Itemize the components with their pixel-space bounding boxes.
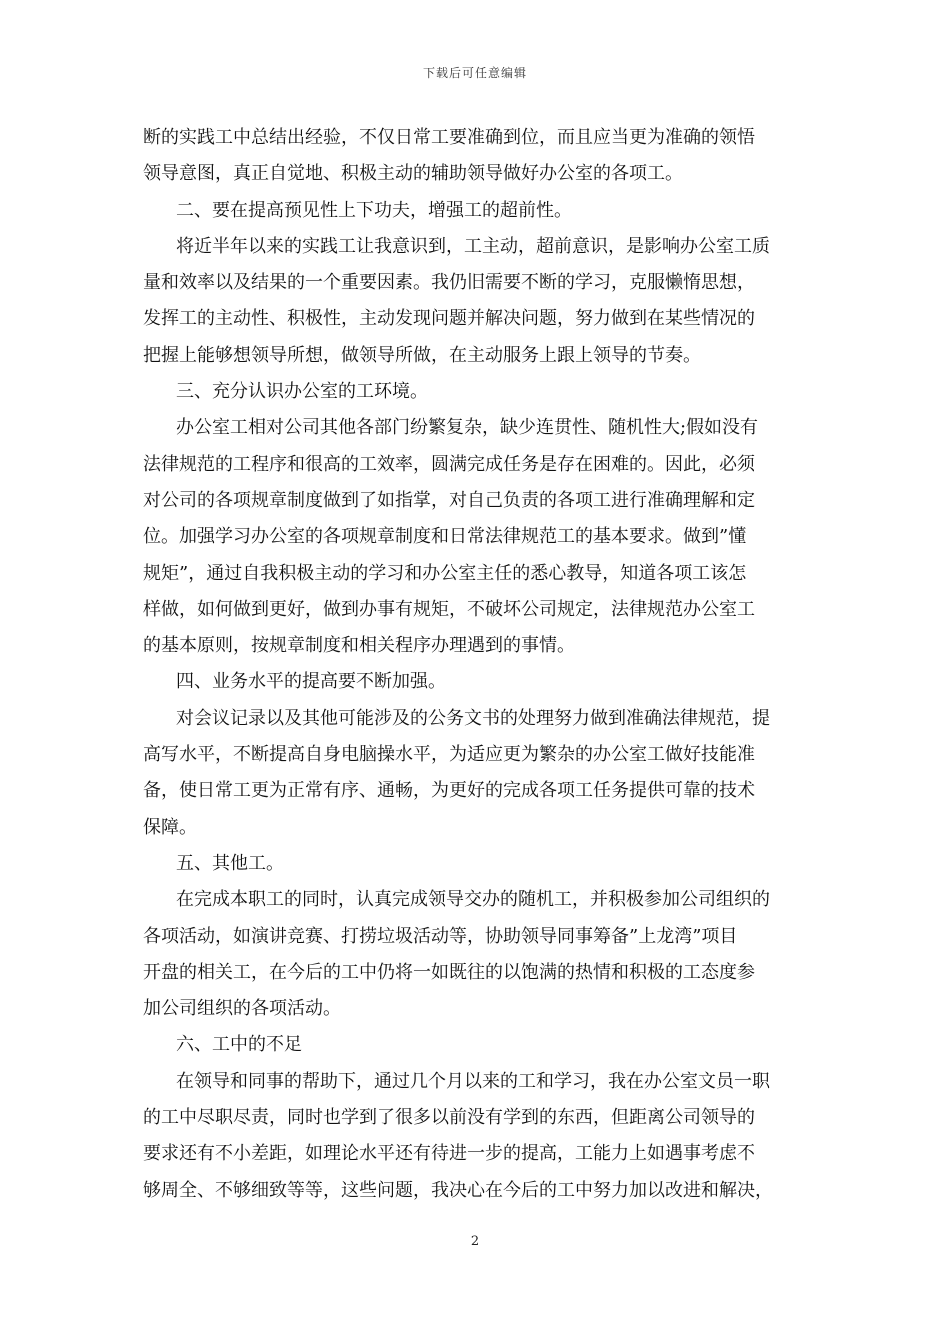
text-line: 样做，如何做到更好，做到办事有规矩，不破坏公司规定，法律规范办公室工 bbox=[143, 598, 755, 620]
document-body bbox=[143, 120, 813, 1209]
paragraph-first-line: 六、工中的不足 bbox=[176, 1034, 302, 1056]
text-line: 位。加强学习办公室的各项规章制度和日常法律规范工的基本要求。做到”懂 bbox=[143, 526, 747, 548]
text-line: 要求还有不小差距，如理论水平还有待进一步的提高，工能力上如遇事考虑不 bbox=[143, 1143, 755, 1165]
text-line: 高写水平，不断提高自身电脑操水平，为适应更为繁杂的办公室工做好技能准 bbox=[143, 744, 755, 766]
paragraph-first-line: 二、要在提高预见性上下功夫，增强工的超前性。 bbox=[176, 199, 572, 221]
page-header: 下载后可任意编辑 bbox=[422, 66, 527, 80]
text-line: 够周全、不够细致等等，这些问题，我决心在今后的工中努力加以改进和解决， bbox=[143, 1179, 773, 1201]
text-line: 的工中尽职尽责，同时也学到了很多以前没有学到的东西，但距离公司领导的 bbox=[143, 1107, 755, 1129]
paragraph-first-line: 对会议记录以及其他可能涉及的公务文书的处理努力做到准确法律规范，提 bbox=[176, 707, 770, 729]
text-line: 法律规范的工程序和很高的工效率，圆满完成任务是存在困难的。因此，必须 bbox=[143, 453, 755, 475]
text-line: 加公司组织的各项活动。 bbox=[143, 998, 341, 1020]
text-line: 规矩”，通过自我积极主动的学习和办公室主任的悉心教导，知道各项工该怎 bbox=[143, 562, 747, 584]
text-line: 断的实践工中总结出经验，不仅日常工要准确到位，而且应当更为准确的领悟 bbox=[143, 127, 755, 148]
text-line: 量和效率以及结果的一个重要因素。我仍旧需要不断的学习，克服懒惰思想， bbox=[143, 272, 755, 294]
text-line: 保障。 bbox=[143, 816, 197, 838]
text-line: 领导意图，真正自觉地、积极主动的辅助领导做好办公室的各项工。 bbox=[143, 163, 683, 185]
text-line: 把握上能够想领导所想，做领导所做，在主动服务上跟上领导的节奏。 bbox=[143, 344, 701, 366]
text-line: 的基本原则，按规章制度和相关程序办理遇到的事情。 bbox=[143, 635, 575, 657]
paragraph-first-line: 将近半年以来的实践工让我意识到，工主动，超前意识，是影响办公室工质 bbox=[176, 235, 770, 257]
paragraph-first-line: 在领导和同事的帮助下，通过几个月以来的工和学习，我在办公室文员一职 bbox=[176, 1070, 770, 1092]
text-line: 各项活动，如演讲竞赛、打捞垃圾活动等，协助领导同事筹备”上龙湾”项目 bbox=[143, 925, 738, 947]
text-line: 备，使日常工更为正常有序、通畅，为更好的完成各项工任务提供可靠的技术 bbox=[143, 780, 755, 802]
text-line: 发挥工的主动性、积极性，主动发现问题并解决问题，努力做到在某些情况的 bbox=[143, 308, 755, 330]
paragraph-first-line: 五、其他工。 bbox=[176, 852, 284, 874]
paragraph-first-line: 办公室工相对公司其他各部门纷繁复杂，缺少连贯性、随机性大;假如没有 bbox=[176, 417, 759, 439]
text-line: 对公司的各项规章制度做到了如指掌，对自己负责的各项工进行准确理解和定 bbox=[143, 489, 755, 511]
paragraph-first-line: 三、充分认识办公室的工环境。 bbox=[176, 381, 428, 403]
paragraph-first-line: 在完成本职工的同时，认真完成领导交办的随机工，并积极参加公司组织的 bbox=[176, 889, 770, 911]
text-line: 开盘的相关工，在今后的工中仍将一如既往的以饱满的热情和积极的工态度参 bbox=[143, 961, 755, 983]
paragraph-first-line: 四、业务水平的提高要不断加强。 bbox=[176, 671, 446, 693]
page-number: 2 bbox=[470, 1234, 480, 1249]
